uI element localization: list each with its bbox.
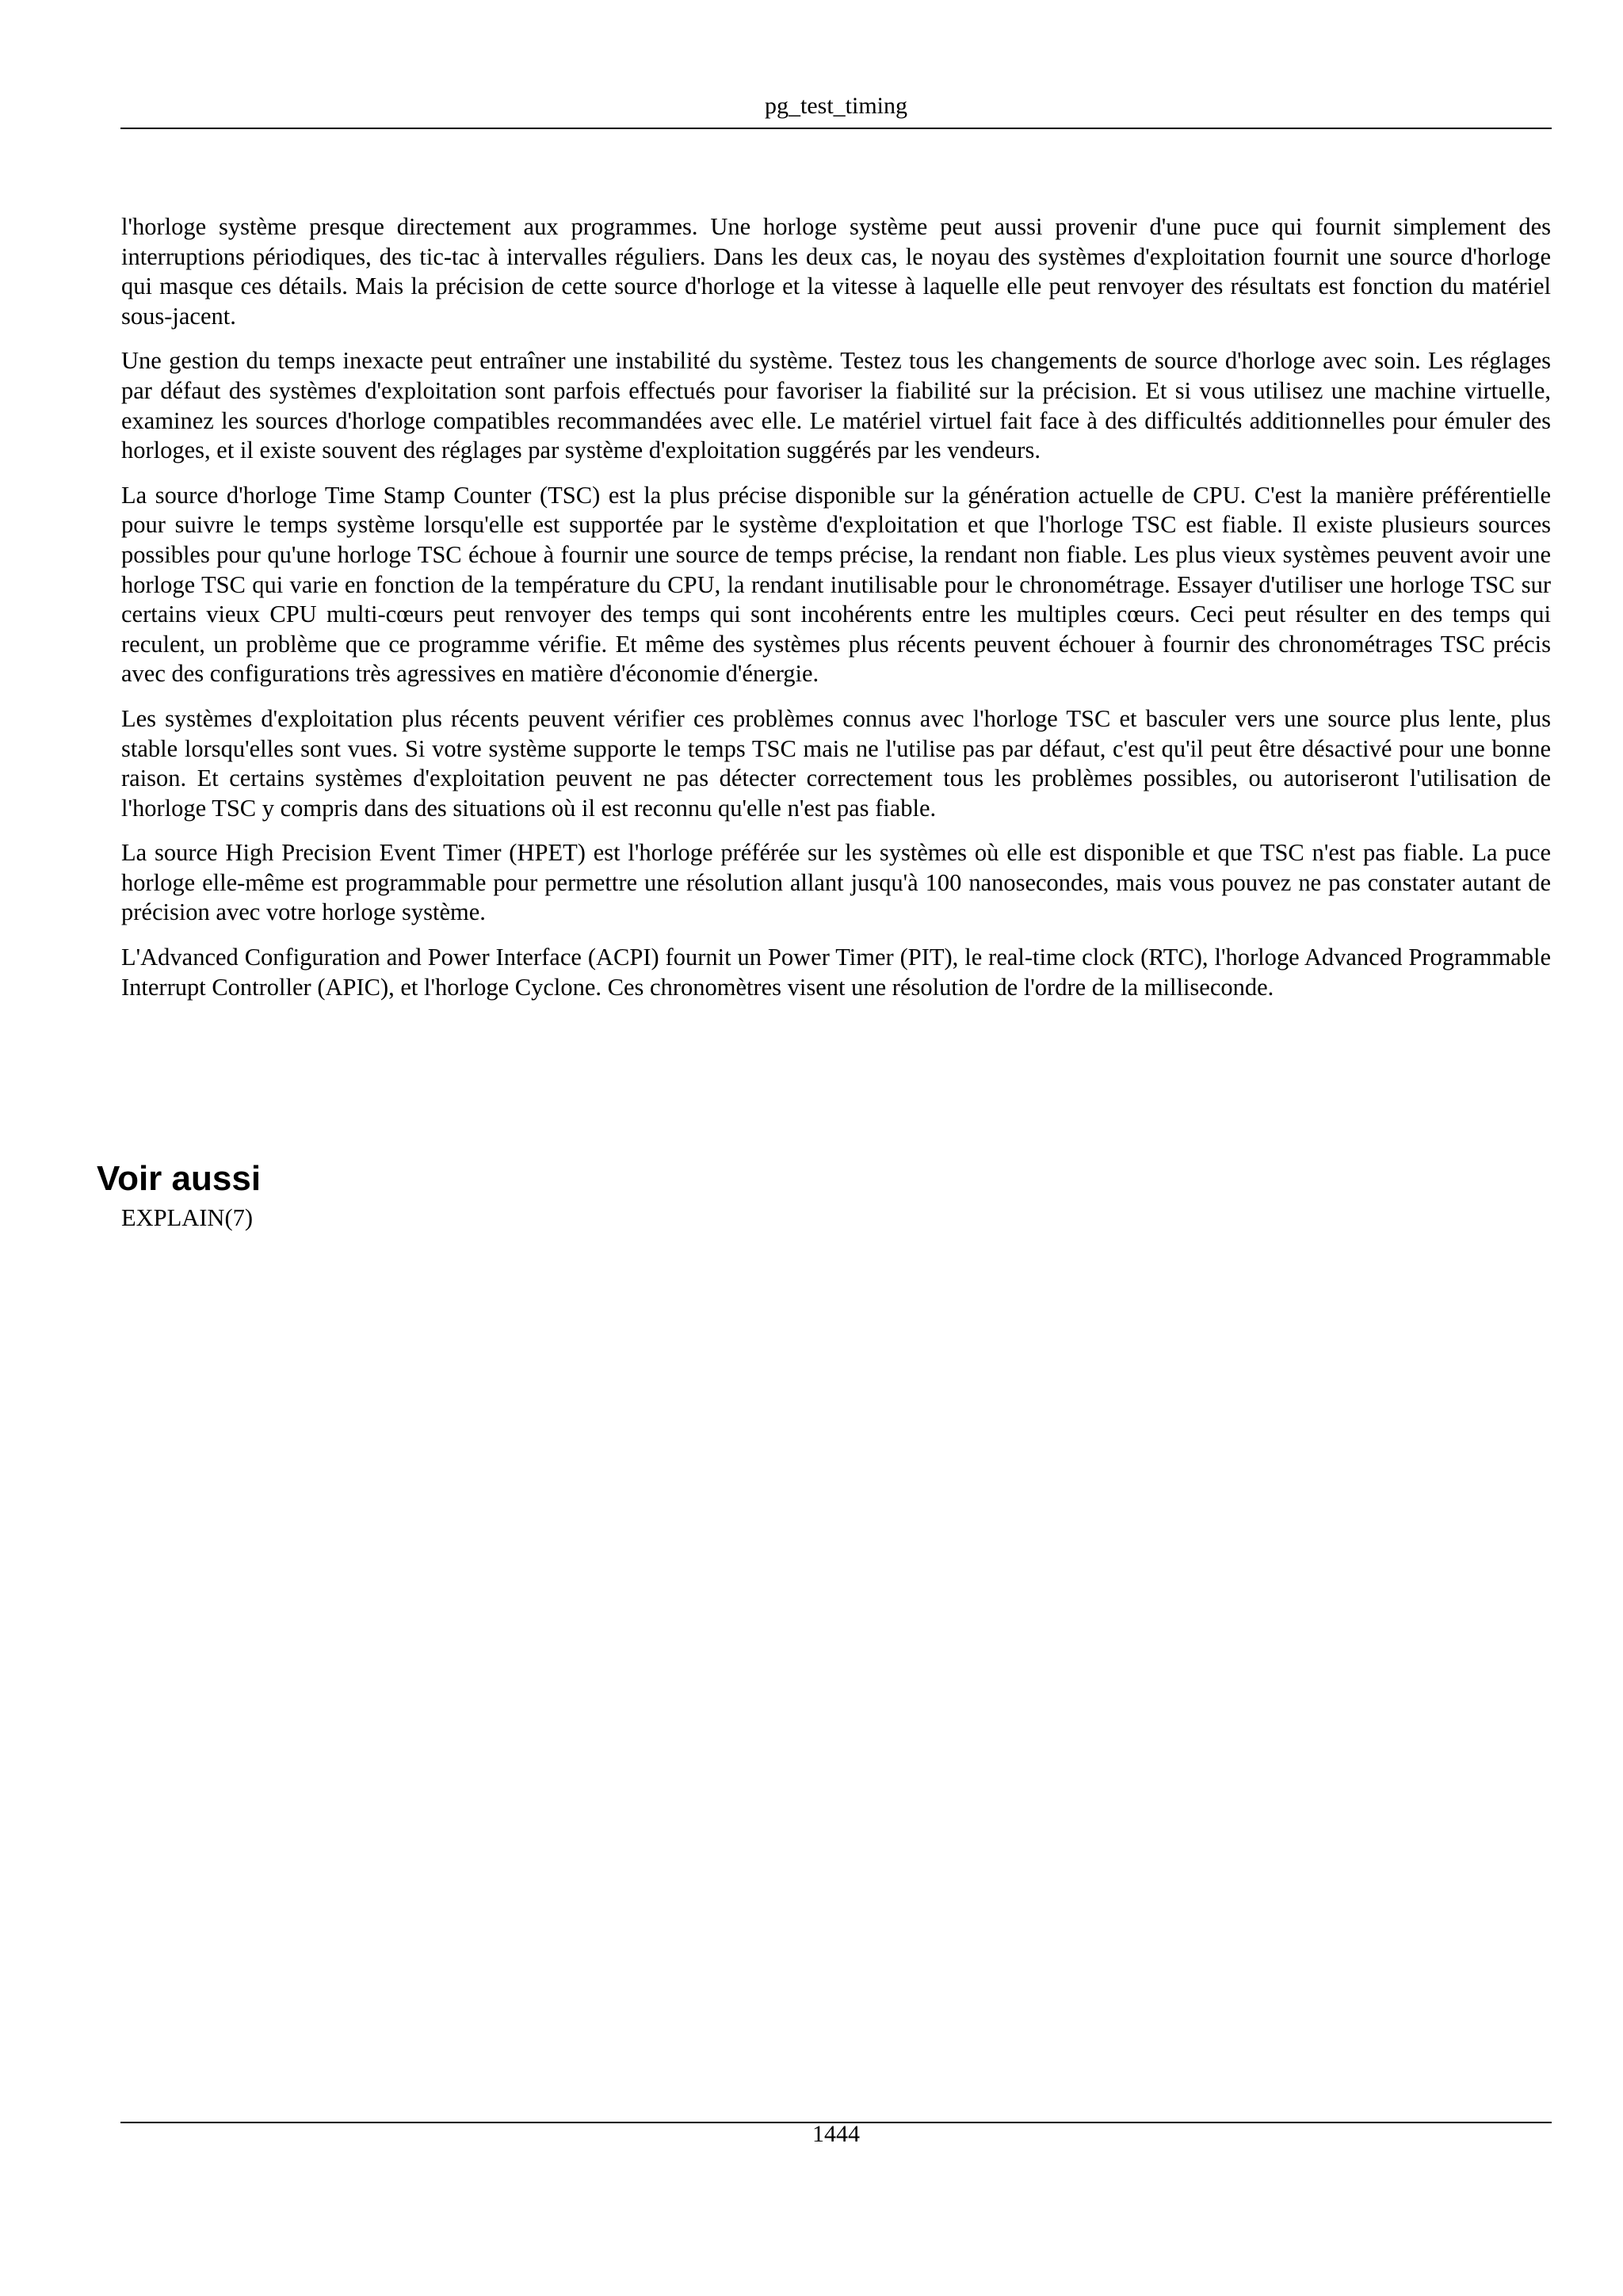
running-header: pg_test_timing [765, 93, 907, 119]
see-also-reference: EXPLAIN(7) [121, 1204, 254, 1231]
page-number: 1444 [812, 2121, 860, 2147]
paragraph-tsc-source: La source d'horloge Time Stamp Counter (TSC) est la plus précise disponible sur la génération actuelle de CPU. C'est la manière préférentielle pour suivre le temps système lorsqu'elle est supportée par le système d'exploitation et que l'horloge TSC est fiable. Il existe plusieurs sources possibles pour qu'une horloge TSC échoue à fournir une source de temps précise, la rendant non fiable. Les plus vieux systèmes peuvent avoir une horloge TSC qui varie en fonction de la température du CPU, la rendant inutilisable pour le chronométrage. Essayer d'utiliser une horloge TSC sur certains vieux CPU multi-cœurs peut renvoyer des temps qui sont incohérents entre les multiples cœurs. Ceci peut résulter en des temps qui reculent, un problème que ce programme vérifie. Et même des systèmes plus récents peuvent échouer à fournir des chronométrages TSC précis avec des configurations très agressives en matière d'économie d'énergie. [121, 481, 1551, 688]
paragraph-timekeeping-instability: Une gestion du temps inexacte peut entraîner une instabilité du système. Testez tous les changements de source d'horloge avec soin. Les réglages par défaut des systèmes d'exploitation sont parfois effectués pour favoriser la fiabilité sur la précision. Et si vous utilisez une machine virtuelle, examinez les sources d'horloge compatibles recommandées avec elle. Le matériel virtuel fait face à des difficultés additionnelles pour émuler des horloges, et il existe souvent des réglages par système d'exploitation suggérés par les vendeurs. [121, 347, 1551, 464]
paragraph-os-tsc-checks: Les systèmes d'exploitation plus récents peuvent vérifier ces problèmes connus avec l'horloge TSC et basculer vers une source plus lente, plus stable lorsqu'elles sont vues. Si votre système supporte le temps TSC mais ne l'utilise pas par défaut, c'est qu'il peut être désactivé pour une bonne raison. Et certains systèmes d'exploitation peuvent ne pas détecter correctement tous les problèmes possibles, ou autoriseront l'utilisation de l'horloge TSC y compris dans des situations où il est reconnu qu'elle n'est pas fiable. [121, 704, 1551, 822]
paragraph-acpi-timers: L'Advanced Configuration and Power Interface (ACPI) fournit un Power Timer (PIT), le real-time clock (RTC), l'horloge Advanced Programmable Interrupt Controller (APIC), et l'horloge Cyclone. Ces chronomètres visent une résolution de l'ordre de la milliseconde. [121, 944, 1551, 1001]
body-text [121, 212, 1551, 1017]
paragraph-clock-source-intro: l'horloge système presque directement aux programmes. Une horloge système peut aussi provenir d'une puce qui fournit simplement des interruptions périodiques, des tic-tac à intervalles réguliers. Dans les deux cas, le noyau des systèmes d'exploitation fournit une source d'horloge qui masque ces détails. Mais la précision de cette source d'horloge et la vitesse à laquelle elle peut renvoyer des résultats est fonction du matériel sous-jacent. [121, 213, 1551, 330]
see-also-heading: Voir aussi [97, 1159, 262, 1198]
paragraph-hpet-source: La source High Precision Event Timer (HPET) est l'horloge préférée sur les systèmes où elle est disponible et que TSC n'est pas fiable. La puce horloge elle-même est programmable pour permettre une résolution allant jusqu'à 100 nanosecondes, mais vous pouvez ne pas constater autant de précision avec votre horloge système. [121, 839, 1551, 926]
header-rule [120, 128, 1552, 129]
